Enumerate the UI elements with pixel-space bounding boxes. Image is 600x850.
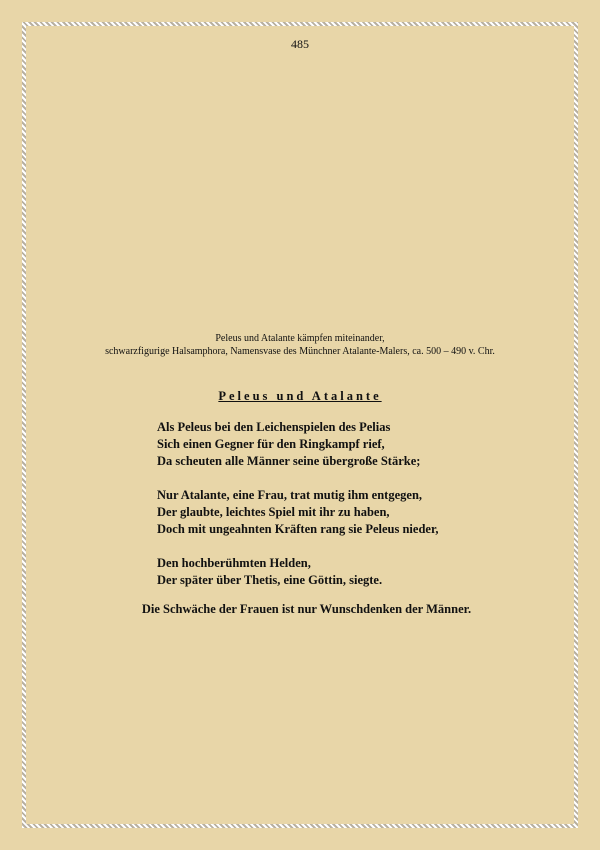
poem-title: Peleus und Atalante [218,389,382,403]
poem-line: Der später über Thetis, eine Göttin, siegte. [157,573,383,587]
page-number: 485 [291,37,309,51]
poem-line: Da scheuten alle Männer seine übergroße Stärke; [157,454,421,468]
poem-body [157,419,438,606]
poem-line: Nur Atalante, eine Frau, trat mutig ihm entgegen, [157,488,423,502]
poem-line: Doch mit ungeahnten Kräften rang sie Peleus nieder, [157,522,439,536]
poem-moral: Die Schwäche der Frauen ist nur Wunschdenken der Männer. [141,602,472,616]
stanza-2 [157,487,438,538]
poem-line: Der glaubte, leichtes Spiel mit ihr zu haben, [157,505,390,519]
caption-line-1: Peleus und Atalante kämpfen miteinander, [215,333,385,344]
stanza-1 [157,419,438,470]
poem-line: Sich einen Gegner für den Ringkampf rief, [157,437,385,451]
image-caption [0,332,600,358]
stanza-3 [157,555,438,589]
poem-line: Den hochberühmten Helden, [157,556,311,570]
poem-line: Als Peleus bei den Leichenspielen des Pelias [157,420,391,434]
caption-line-2: schwarzfigurige Halsamphora, Namensvase des Münchner Atalante-Malers, ca. 500 – 490 v. Chr. [105,346,495,357]
